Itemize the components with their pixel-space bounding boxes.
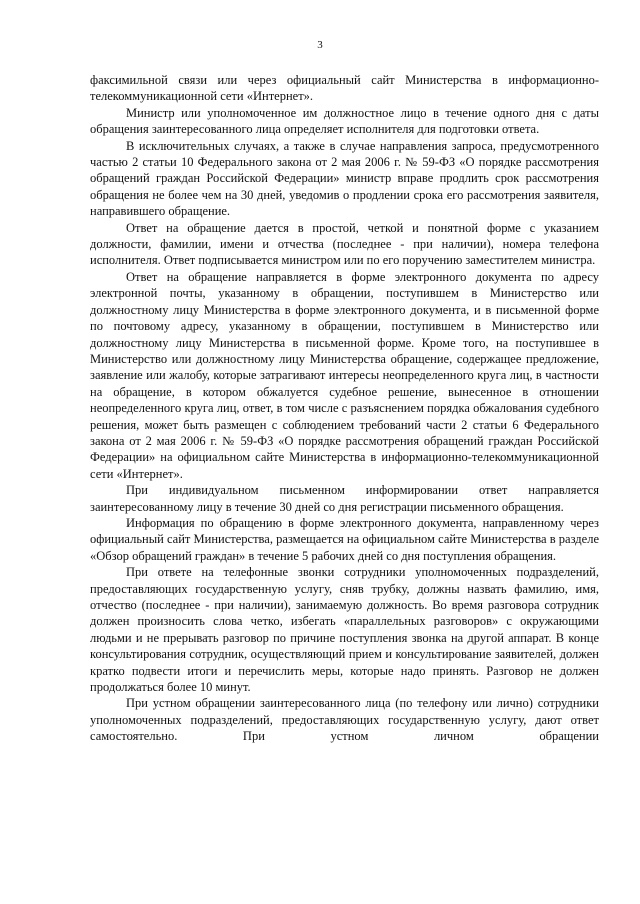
paragraph-executor-assignment: Министр или уполномоченное им должностное лицо в течение одного дня с даты обращения заинтересованного лица определяет исполнителя для подготовки ответа. <box>90 105 599 137</box>
page-number: 3 <box>317 39 323 51</box>
paragraph-written-informing: При индивидуальном письменном информировании ответ направляется заинтересованному лицу в течение 30 дней со дня регистрации письменного обращения. <box>90 483 599 514</box>
paragraph-phone-calls: При ответе на телефонные звонки сотрудники уполномоченных подразделений, предоставляющих государственную услугу, сняв трубку, должны назвать фамилию, имя, отчество (последнее - при наличии), занимаемую должность. Во время разговора сотрудник должен произносить слова четко, избегать «параллельных разговоров» с окружающими людьми и не прерывать разговор по причине поступления звонка на другой аппарат. В конце консультирования сотрудник, осуществляющий прием и консультирование заявителей, должен кратко подвести итоги и перечислить меры, которые надо принять. Разговор не должен продолжаться более 10 минут. <box>90 565 599 695</box>
paragraph-term-extension: В исключительных случаях, а также в случае направления запроса, предусмотренного частью 2 статьи 10 Федерального закона от 2 мая 2006 г. № 59-ФЗ «О порядке рассмотрения обращений граждан Российской Федерации» министр вправе продлить срок рассмотрения обращения не более чем на 30 дней, уведомив о продлении срока его рассмотрения заявителя, направившего обращение. <box>90 138 599 219</box>
paragraph-fax-internet: факсимильной связи или через официальный сайт Министерства в информационно-телекоммуникационной сети «Интернет». <box>90 73 599 104</box>
paragraph-oral-request: При устном обращении заинтересованного лица (по телефону или лично) сотрудники уполномоченных подразделений, предоставляющих государственную услугу, дают ответ самостоятельно. При устном личном обращении <box>90 696 599 744</box>
document-body <box>90 72 599 745</box>
paragraph-answer-form: Ответ на обращение дается в простой, четкой и понятной форме с указанием должности, фамилии, имени и отчества (последнее - при наличии), номера телефона исполнителя. Ответ подписывается министром или по его поручению заместителем министра. <box>90 220 599 268</box>
paragraph-answer-delivery: Ответ на обращение направляется в форме электронного документа по адресу электронной почты, указанному в обращении, поступившем в Министерство или должностному лицу Министерства в форме электронного документа, и в письменной форме по почтовому адресу, указанному в обращении, поступившем в Министерство или должностному лицу Министерства в письменной форме. Кроме того, на поступившее в Министерство или должностному лицу Министерства обращение, содержащее предложение, заявление или жалобу, которые затрагивают интересы неопределенного круга лиц, в частности на обращение, в котором обжалуется судебное решение, вынесенное в отношении неопределенного круга лиц, ответ, в том числе с разъяснением порядка обжалования судебного решения, может быть размещен с соблюдением требований части 2 статьи 6 Федерального закона от 2 мая 2006 г. № 59-ФЗ «О порядке рассмотрения обращений граждан Российской Федерации» на официальном сайте Министерства в информационно-телекоммуникационной сети «Интернет». <box>90 269 599 481</box>
paragraph-electronic-info: Информация по обращению в форме электронного документа, направленному через официальный сайт Министерства, размещается на официальном сайте Министерства в разделе «Обзор обращений граждан» в течение 5 рабочих дней со дня поступления обращения. <box>90 515 599 563</box>
